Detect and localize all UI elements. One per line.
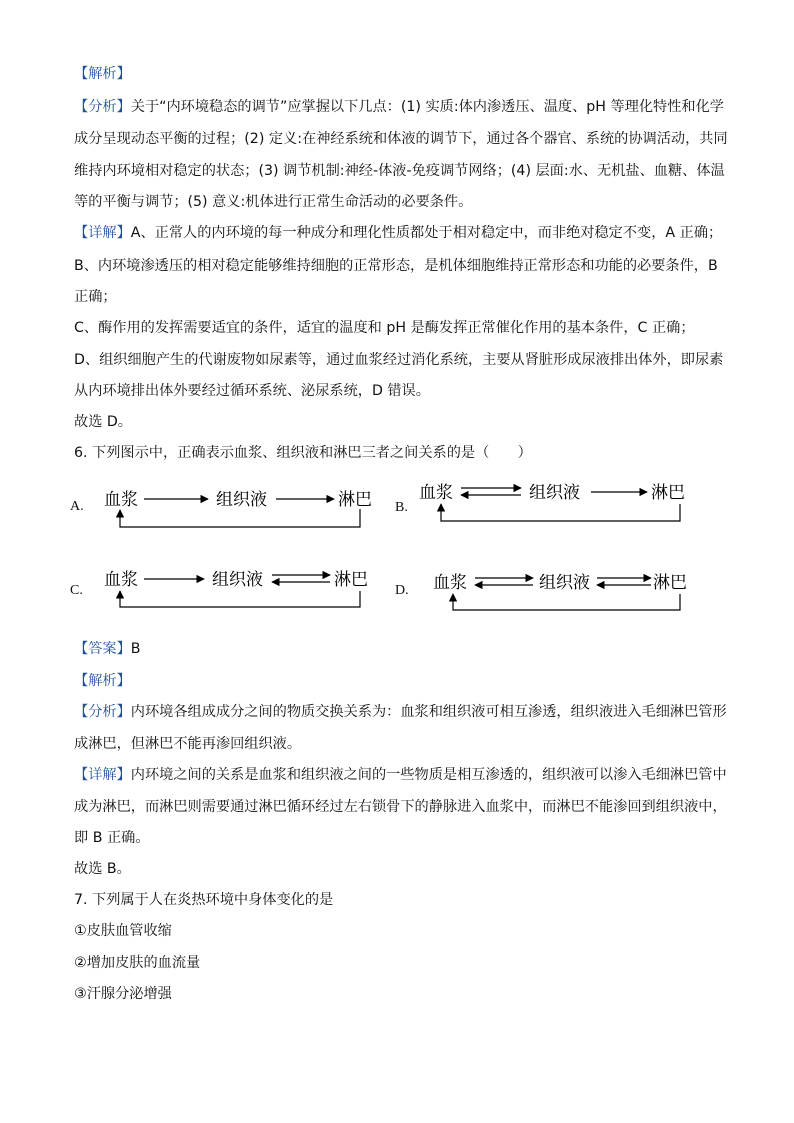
- xiangjie-line-3: 正确；: [74, 289, 117, 305]
- option-c-label: C.: [70, 583, 83, 598]
- arrow-lymph-to-plasma: [441, 504, 680, 521]
- xiangjie-text: A、正常人的内环境的每一种成分和理化性质都处于相对稳定中，而非绝对稳定不变，A 正确；: [130, 225, 723, 241]
- jiexi-tag-2: 【解析】: [74, 673, 131, 689]
- option-b-diagram: [395, 478, 695, 528]
- jiexi-tag: 【解析】: [74, 66, 131, 82]
- question-7-item-2: ②增加皮肤的血流量: [74, 955, 201, 971]
- fenxi-line-3: 维持内环境相对稳定的状态；(3) 调节机制:神经-体液-免疫调节网络；(4) 层面:水、无机盐、血糖、体温: [74, 163, 725, 179]
- xiangjie-line-4: C、酶作用的发挥需要适宜的条件，适宜的温度和 pH 是酶发挥正常催化作用的基本条件，C 正确；: [74, 320, 695, 336]
- xiangjie-tag: 【详解】: [74, 225, 131, 241]
- fenxi-tag-2: 【分析】: [74, 704, 131, 720]
- fenxi-2-text: 内环境各组成成分之间的物质交换关系为：血浆和组织液可相互渗透，组织液进入毛细淋巴管形: [130, 704, 727, 720]
- question-7-item-1: ①皮肤血管收缩: [74, 923, 172, 939]
- xiangjie-line-6: 从内环境排出体外要经过循环系统、泌尿系统，D 错误。: [74, 383, 430, 399]
- fenxi-2-line-2: 成淋巴，但淋巴不能再渗回组织液。: [74, 736, 302, 752]
- fenxi-line-2: 成分呈现动态平衡的过程；(2) 定义:在神经系统和体液的调节下，通过各个器官、系统的协调活动，共同: [74, 131, 728, 147]
- jiexi-heading-2: [74, 671, 131, 691]
- fenxi-line-4: 等的平衡与调节；(5) 意义:机体进行正常生命活动的必要条件。: [74, 194, 473, 210]
- xiangjie-line-1: [74, 223, 722, 243]
- node-lymph: 淋巴: [651, 483, 685, 503]
- fenxi-text: 关于“内环境稳态的调节”应掌握以下几点：(1) 实质:体内渗透压、温度、pH 等理化特性和化学: [130, 99, 724, 115]
- answer-tag: 【答案】: [74, 641, 131, 657]
- answer-line: [74, 639, 141, 659]
- xiangjie-2-line-1: [74, 765, 727, 785]
- node-tissue-fluid: 组织液: [529, 483, 580, 503]
- xiangjie-line-5: D、组织细胞产生的代谢废物如尿素等，通过血浆经过消化系统，主要从肾脏形成尿液排出体外，即尿素: [74, 352, 724, 368]
- arrow-lymph-to-plasma: [120, 509, 360, 527]
- node-lymph: 淋巴: [338, 490, 372, 510]
- xiangjie-2-line-3: 即 B 正确。: [74, 830, 150, 846]
- node-tissue-fluid: 组织液: [216, 490, 267, 510]
- answer-value: B: [130, 641, 141, 657]
- node-plasma: 血浆: [104, 490, 138, 510]
- conclusion-2: 故选 B。: [74, 861, 131, 877]
- node-lymph: 淋巴: [334, 570, 368, 590]
- conclusion-1: 故选 D。: [74, 414, 132, 430]
- node-plasma: 血浆: [433, 573, 467, 593]
- node-tissue-fluid: 组织液: [539, 573, 590, 593]
- option-d-label: D.: [395, 583, 409, 598]
- option-a-label: A.: [70, 499, 84, 514]
- question-6-stem: 6. 下列图示中，正确表示血浆、组织液和淋巴三者之间关系的是（ ）: [74, 445, 532, 461]
- node-lymph: 淋巴: [653, 573, 687, 593]
- arrow-lymph-to-plasma: [120, 591, 360, 607]
- option-d-diagram: [395, 570, 695, 620]
- xiangjie-tag-2: 【详解】: [74, 767, 131, 783]
- xiangjie-line-2: B、内环境渗透压的相对稳定能够维持细胞的正常形态，是机体细胞维持正常形态和功能的必要条件，B: [74, 258, 718, 274]
- option-c-diagram: [70, 567, 380, 617]
- node-plasma: 血浆: [419, 483, 453, 503]
- option-b-label: B.: [395, 500, 408, 515]
- question-7-item-3: ③汗腺分泌增强: [74, 986, 172, 1002]
- node-tissue-fluid: 组织液: [212, 570, 263, 590]
- fenxi-2-line-1: [74, 702, 727, 722]
- xiangjie-2-text: 内环境之间的关系是血浆和组织液之间的一些物质是相互渗透的，组织液可以渗入毛细淋巴管中: [130, 767, 727, 783]
- fenxi-tag: 【分析】: [74, 99, 131, 115]
- jiexi-heading: [74, 64, 131, 84]
- question-7-stem: 7. 下列属于人在炎热环境中身体变化的是: [74, 892, 334, 908]
- node-plasma: 血浆: [104, 570, 138, 590]
- xiangjie-2-line-2: 成为淋巴，而淋巴则需要通过淋巴循环经过左右锁骨下的静脉进入血浆中，而淋巴不能渗回到组织液中，: [74, 799, 727, 815]
- fenxi-line-1: [74, 97, 724, 117]
- option-a-diagram: [70, 485, 380, 535]
- arrow-lymph-to-plasma: [453, 594, 680, 610]
